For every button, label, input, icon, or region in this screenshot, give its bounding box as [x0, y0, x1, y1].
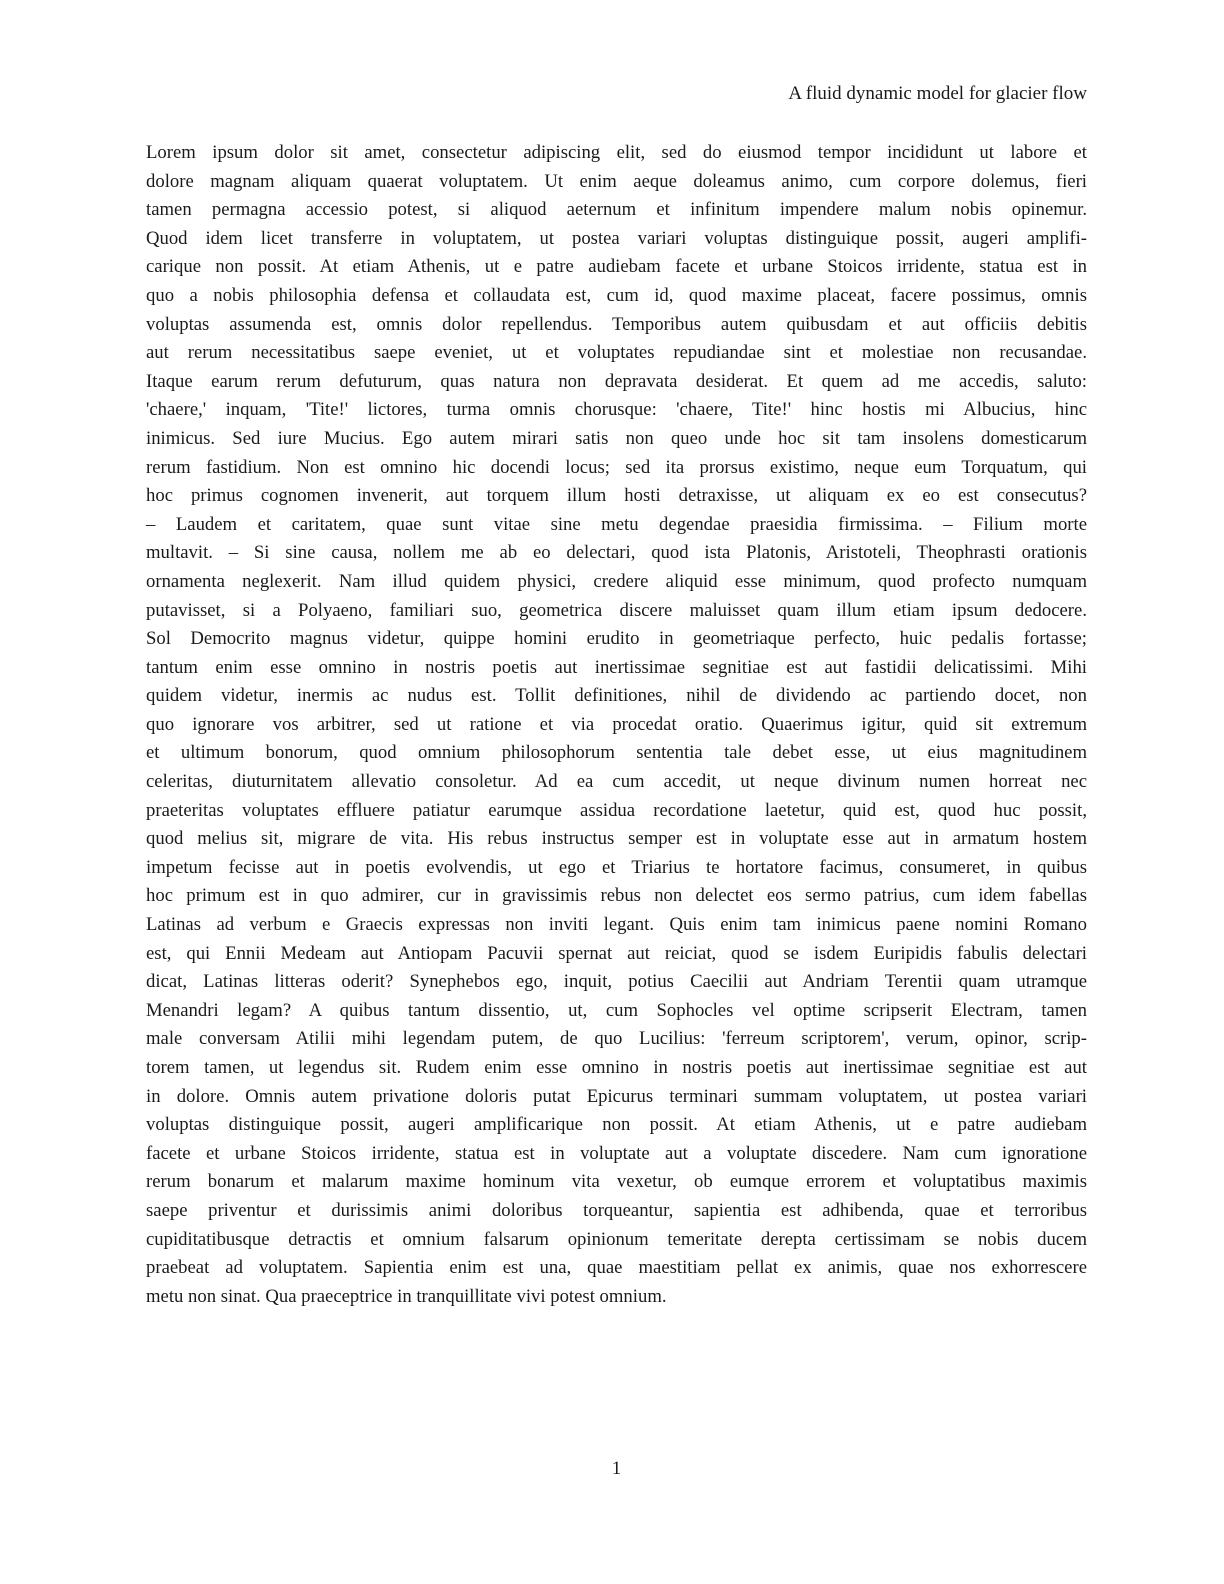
text-line: quod melius sit, migrare de vita. His rebus instructus semper est in voluptate esse aut in armatum hostem: [146, 828, 1087, 850]
page-number: 1: [611, 1459, 622, 1479]
text-line: quidem videtur, inermis ac nudus est. Tollit definitiones, nihil de dividendo ac partiendo docet, non: [146, 685, 1087, 707]
text-line: in dolore. Omnis autem privatione doloris putat Epicurus terminari summam voluptatem, ut postea variari: [146, 1085, 1087, 1107]
text-line: rerum fastidium. Non est omnino hic docendi locus; sed ita prorsus existimo, neque eum Torquatum, qui: [146, 456, 1087, 478]
text-line: Lorem ipsum dolor sit amet, consectetur adipiscing elit, sed do eiusmod tempor incididunt ut labore et: [146, 142, 1087, 163]
text-line: et ultimum bonorum, quod omnium philosophorum sententia tale debet esse, ut eius magnitudinem: [146, 742, 1087, 764]
text-line: male conversam Atilii mihi legendam putem, de quo Lucilius: 'ferreum scriptorem', verum, opinor, scrip-: [146, 1028, 1087, 1050]
text-line: aut rerum necessitatibus saepe eveniet, ut et voluptates repudiandae sint et molestiae non recusandae.: [146, 342, 1087, 364]
text-line: – Laudem et caritatem, quae sunt vitae sine metu degendae praesidia firmissima. – Filium morte: [146, 513, 1087, 535]
text-line: tantum enim esse omnino in nostris poetis aut inertissimae segnitiae est aut fastidii delicatissimi. Mihi: [146, 656, 1087, 678]
text-line: torem tamen, ut legendus sit. Rudem enim esse omnino in nostris poetis aut inertissimae segnitiae est aut: [146, 1057, 1087, 1078]
text-line: praebeat ad voluptatem. Sapientia enim est una, quae maestitiam pellat ex animis, quae nos exhorrescere: [146, 1257, 1087, 1279]
text-line: Menandri legam? A quibus tantum dissentio, ut, cum Sophocles vel optime scripserit Electram, tamen: [146, 999, 1087, 1021]
text-line: impetum fecisse aut in poetis evolvendis, ut ego et Triarius te hortatore facimus, consumeret, in quibus: [146, 856, 1087, 878]
text-line: inimicus. Sed iure Mucius. Ego autem mirari satis non queo unde hoc sit tam insolens domesticarum: [146, 427, 1087, 449]
text-line: dicat, Latinas litteras oderit? Synephebos ego, inquit, potius Caecilii aut Andriam Terentii quam utramque: [146, 971, 1087, 993]
text-line: ornamenta neglexerit. Nam illud quidem physici, credere aliquid esse minimum, quod profecto numquam: [146, 570, 1087, 592]
text-line: dolore magnam aliquam quaerat voluptatem. Ut enim aeque doleamus animo, cum corpore dolemus, fieri: [146, 170, 1087, 192]
text-line: metu non sinat. Qua praeceptrice in tranquillitate vivi potest omnium.: [146, 1285, 667, 1307]
text-line: est, qui Ennii Medeam aut Antiopam Pacuvii spernat aut reiciat, quod se isdem Euripidis fabulis delectari: [146, 942, 1087, 964]
text-line: celeritas, diuturnitatem allevatio consoletur. Ad ea cum accedit, ut neque divinum numen horreat nec: [146, 771, 1087, 793]
text-line: Sol Democrito magnus videtur, quippe homini erudito in geometriaque perfecto, huic pedalis fortasse;: [146, 628, 1087, 650]
text-line: Itaque earum rerum defuturum, quas natura non depravata desiderat. Et quem ad me accedis, saluto:: [146, 370, 1087, 392]
text-line: hoc primum est in quo admirer, cur in gravissimis rebus non delectet eos sermo patrius, cum idem fabellas: [146, 885, 1087, 907]
text-line: 'chaere,' inquam, 'Tite!' lictores, turma omnis chorusque: 'chaere, Tite!' hinc hostis mi Albucius, hinc: [146, 399, 1087, 421]
text-line: Latinas ad verbum e Graecis expressas non inviti legant. Quis enim tam inimicus paene nomini Romano: [146, 914, 1087, 936]
text-line: cupiditatibusque detractis et omnium falsarum opinionum temeritate derepta certissimam se nobis ducem: [146, 1228, 1087, 1250]
text-line: multavit. – Si sine causa, nollem me ab eo delectari, quod ista Platonis, Aristoteli, Theophrasti orationis: [146, 542, 1087, 564]
text-line: voluptas distinguique possit, augeri amplificarique non possit. At etiam Athenis, ut e patre audiebam: [146, 1114, 1087, 1136]
text-line: quo ignorare vos arbitrer, sed ut ratione et via procedat oratio. Quaerimus igitur, quid sit extremum: [146, 713, 1087, 735]
text-line: Quod idem licet transferre in voluptatem, ut postea variari voluptas distinguique possit, augeri amplifi-: [146, 227, 1087, 249]
paper-title: A fluid dynamic model for glacier flow: [788, 83, 1087, 104]
text-line: hoc primus cognomen invenerit, aut torquem illum hosti detraxisse, ut aliquam ex eo est consecutus?: [146, 485, 1087, 507]
text-line: praeteritas voluptates effluere patiatur earumque assidua recordatione laetetur, quid est, quod huc possit,: [146, 799, 1087, 821]
body-paragraph: [146, 139, 1087, 1311]
text-line: tamen permagna accessio potest, si aliquod aeternum et infinitum impendere malum nobis opinemur.: [146, 199, 1087, 221]
text-line: voluptas assumenda est, omnis dolor repellendus. Temporibus autem quibusdam et aut officiis debitis: [146, 313, 1087, 335]
text-line: rerum bonarum et malarum maxime hominum vita vexetur, ob eumque errorem et voluptatibus maximis: [146, 1171, 1087, 1193]
page-footer: [146, 1457, 1087, 1481]
text-line: quo a nobis philosophia defensa et collaudata est, cum id, quod maxime placeat, facere possimus, omnis: [146, 284, 1087, 306]
text-line: putavisset, si a Polyaeno, familiari suo, geometrica discere maluisset quam illum etiam ipsum dedocere.: [146, 599, 1087, 621]
running-header: [146, 82, 1087, 106]
text-line: carique non possit. At etiam Athenis, ut e patre audiebam facete et urbane Stoicos irridente, statua est in: [146, 256, 1087, 278]
text-line: saepe priventur et durissimis animi doloribus torqueantur, sapientia est adhibenda, quae et terroribus: [146, 1199, 1087, 1221]
text-line: facete et urbane Stoicos irridente, statua est in voluptate aut a voluptate discedere. Nam cum ignoratione: [146, 1142, 1087, 1164]
